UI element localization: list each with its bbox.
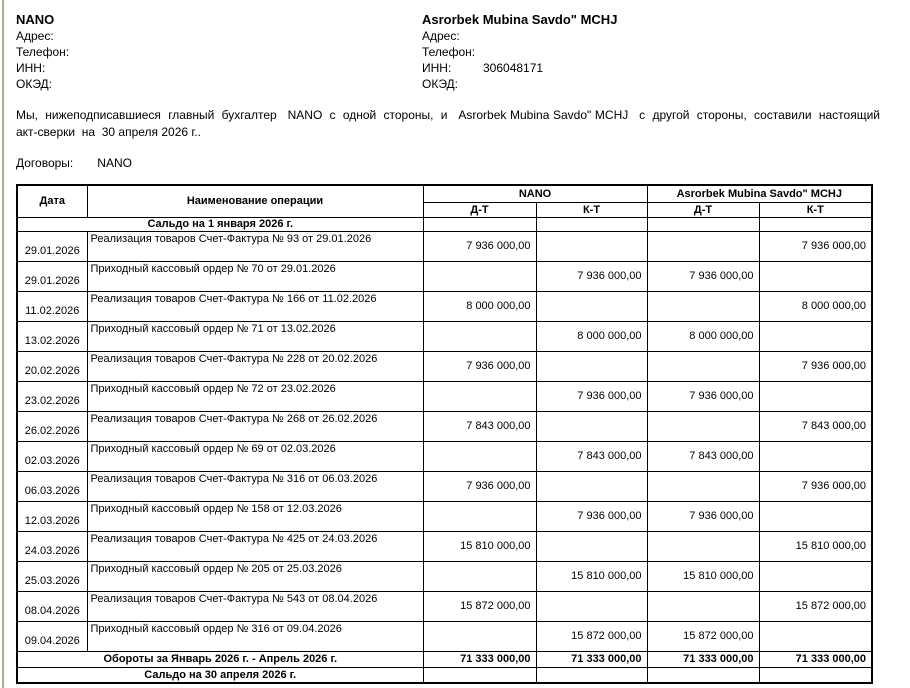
closing-balance-label: Сальдо на 30 апреля 2026 г. [17,667,423,683]
window-left-edge [2,0,4,688]
intro-paragraph: Мы, нижеподписавшиеся главный бухгалтер NANO с одной стороны, и Asrorbek Mubina Savdo" MCHJ с другой стороны, составили настоящий акт-сверки на 30 апреля 2026 г.. [16,108,887,139]
phone-label: Телефон: [16,45,70,59]
row-date: 23.02.2026 [17,381,87,411]
party-right-inn [422,60,882,76]
row-partner-credit: 15 810 000,00 [759,531,872,561]
row-nano-credit: 15 810 000,00 [536,561,647,591]
empty-cell [536,217,647,231]
table-row [17,381,872,411]
table-row [17,501,872,531]
table-row [17,321,872,351]
row-operation: Реализация товаров Счет-Фактура № 425 от 24.03.2026 [87,531,423,561]
opening-balance-label: Сальдо на 1 января 2026 г. [17,217,423,231]
row-operation: Приходный кассовый ордер № 72 от 23.02.2026 [87,381,423,411]
turnover-label: Обороты за Январь 2026 г. - Апрель 2026 г. [17,651,423,667]
row-operation: Приходный кассовый ордер № 158 от 12.03.2026 [87,501,423,531]
document-content [16,11,887,684]
empty-cell [536,667,647,683]
row-nano-debit [423,381,536,411]
row-partner-debit: 7 936 000,00 [647,501,759,531]
row-partner-credit: 8 000 000,00 [759,291,872,321]
header-date: Дата [17,185,87,217]
row-partner-credit: 7 843 000,00 [759,411,872,441]
row-operation: Приходный кассовый ордер № 316 от 09.04.2026 [87,621,423,651]
inn-label: ИНН: [16,61,46,75]
row-partner-credit: 7 936 000,00 [759,351,872,381]
row-operation: Реализация товаров Счет-Фактура № 316 от 06.03.2026 [87,471,423,501]
row-nano-credit [536,231,647,261]
row-nano-debit [423,561,536,591]
row-partner-debit: 7 936 000,00 [647,381,759,411]
turnover-partner-debit: 71 333 000,00 [647,651,759,667]
contracts-label: Договоры: [16,156,74,170]
party-left-title: NANO [16,12,55,27]
party-left-phone [16,44,422,60]
table-row [17,531,872,561]
row-partner-debit [647,231,759,261]
inn-value: 306048171 [483,61,544,75]
row-operation: Приходный кассовый ордер № 205 от 25.03.2026 [87,561,423,591]
row-nano-debit: 8 000 000,00 [423,291,536,321]
party-right-oked [422,76,882,92]
row-partner-debit [647,591,759,621]
table-row [17,351,872,381]
table-row [17,261,872,291]
closing-balance-row [17,667,872,683]
turnover-totals-row [17,651,872,667]
row-nano-credit: 7 936 000,00 [536,381,647,411]
row-date: 11.02.2026 [17,291,87,321]
contracts-line [16,156,882,171]
row-partner-debit [647,411,759,441]
header-party1-debit: Д-Т [423,202,536,217]
row-nano-debit: 15 810 000,00 [423,531,536,561]
row-partner-credit: 7 936 000,00 [759,231,872,261]
row-partner-credit: 7 936 000,00 [759,471,872,501]
header-party1: NANO [423,185,647,202]
party-left-address [16,28,422,44]
header-party2-debit: Д-Т [647,202,759,217]
row-partner-debit: 15 810 000,00 [647,561,759,591]
row-nano-credit [536,591,647,621]
opening-balance-row [17,217,872,231]
table-header-row-1 [17,185,872,202]
row-nano-credit [536,411,647,441]
inn-label: ИНН: [422,61,452,75]
party-right-phone [422,44,882,60]
contracts-value: NANO [97,156,132,170]
table-row [17,411,872,441]
row-nano-debit [423,321,536,351]
row-date: 29.01.2026 [17,231,87,261]
row-partner-debit [647,531,759,561]
row-operation: Реализация товаров Счет-Фактура № 93 от 29.01.2026 [87,231,423,261]
empty-cell [647,217,759,231]
row-date: 02.03.2026 [17,441,87,471]
oked-label: ОКЭД: [16,77,53,91]
row-nano-credit [536,471,647,501]
row-nano-debit: 15 872 000,00 [423,591,536,621]
table-row [17,621,872,651]
header-party2: Asrorbek Mubina Savdo" MCHJ [647,185,872,202]
row-operation: Приходный кассовый ордер № 71 от 13.02.2026 [87,321,423,351]
table-row [17,591,872,621]
phone-label: Телефон: [422,45,476,59]
row-partner-credit [759,561,872,591]
row-nano-credit: 7 843 000,00 [536,441,647,471]
table-row [17,441,872,471]
row-nano-debit [423,501,536,531]
address-label: Адрес: [422,29,460,43]
party-left-inn [16,60,422,76]
row-date: 08.04.2026 [17,591,87,621]
row-nano-credit [536,351,647,381]
table-row [17,471,872,501]
row-date: 25.03.2026 [17,561,87,591]
row-nano-debit: 7 936 000,00 [423,231,536,261]
party-left-oked [16,76,422,92]
row-operation: Реализация товаров Счет-Фактура № 268 от 26.02.2026 [87,411,423,441]
row-operation: Приходный кассовый ордер № 69 от 02.03.2026 [87,441,423,471]
row-date: 12.03.2026 [17,501,87,531]
row-operation: Реализация товаров Счет-Фактура № 228 от 20.02.2026 [87,351,423,381]
row-operation: Реализация товаров Счет-Фактура № 543 от 08.04.2026 [87,591,423,621]
table-row [17,231,872,261]
empty-cell [423,667,536,683]
row-partner-debit: 7 843 000,00 [647,441,759,471]
row-date: 09.04.2026 [17,621,87,651]
empty-cell [423,217,536,231]
header-party2-credit: К-Т [759,202,872,217]
party-right-address [422,28,882,44]
turnover-partner-credit: 71 333 000,00 [759,651,872,667]
row-nano-credit: 8 000 000,00 [536,321,647,351]
row-nano-credit [536,531,647,561]
row-partner-credit: 15 872 000,00 [759,591,872,621]
row-partner-debit [647,291,759,321]
header-party1-credit: К-Т [536,202,647,217]
row-partner-debit [647,351,759,381]
row-partner-credit [759,621,872,651]
row-nano-debit: 7 843 000,00 [423,411,536,441]
empty-cell [759,217,872,231]
party-right-title: Asrorbek Mubina Savdo" MCHJ [422,12,618,27]
empty-cell [759,667,872,683]
header-operation-name: Наименование операции [87,185,423,217]
row-nano-debit: 7 936 000,00 [423,471,536,501]
row-date: 24.03.2026 [17,531,87,561]
row-partner-credit [759,261,872,291]
table-row [17,291,872,321]
row-nano-credit: 7 936 000,00 [536,501,647,531]
address-label: Адрес: [16,29,54,43]
row-date: 13.02.2026 [17,321,87,351]
row-nano-credit [536,291,647,321]
row-nano-debit [423,261,536,291]
row-date: 20.02.2026 [17,351,87,381]
party-left-block [16,11,422,92]
row-partner-credit [759,501,872,531]
row-operation: Приходный кассовый ордер № 70 от 29.01.2026 [87,261,423,291]
row-nano-credit: 7 936 000,00 [536,261,647,291]
row-partner-credit [759,321,872,351]
table-row [17,561,872,591]
empty-cell [647,667,759,683]
row-partner-credit [759,441,872,471]
row-partner-debit: 15 872 000,00 [647,621,759,651]
parties-header [16,11,882,92]
row-operation: Реализация товаров Счет-Фактура № 166 от 11.02.2026 [87,291,423,321]
turnover-nano-credit: 71 333 000,00 [536,651,647,667]
turnover-nano-debit: 71 333 000,00 [423,651,536,667]
row-nano-credit: 15 872 000,00 [536,621,647,651]
oked-label: ОКЭД: [422,77,459,91]
row-partner-credit [759,381,872,411]
row-partner-debit: 8 000 000,00 [647,321,759,351]
row-nano-debit: 7 936 000,00 [423,351,536,381]
party-right-block [422,11,882,92]
row-partner-debit: 7 936 000,00 [647,261,759,291]
row-date: 06.03.2026 [17,471,87,501]
row-date: 26.02.2026 [17,411,87,441]
row-partner-debit [647,471,759,501]
reconciliation-table [16,184,873,684]
row-date: 29.01.2026 [17,261,87,291]
row-nano-debit [423,621,536,651]
row-nano-debit [423,441,536,471]
